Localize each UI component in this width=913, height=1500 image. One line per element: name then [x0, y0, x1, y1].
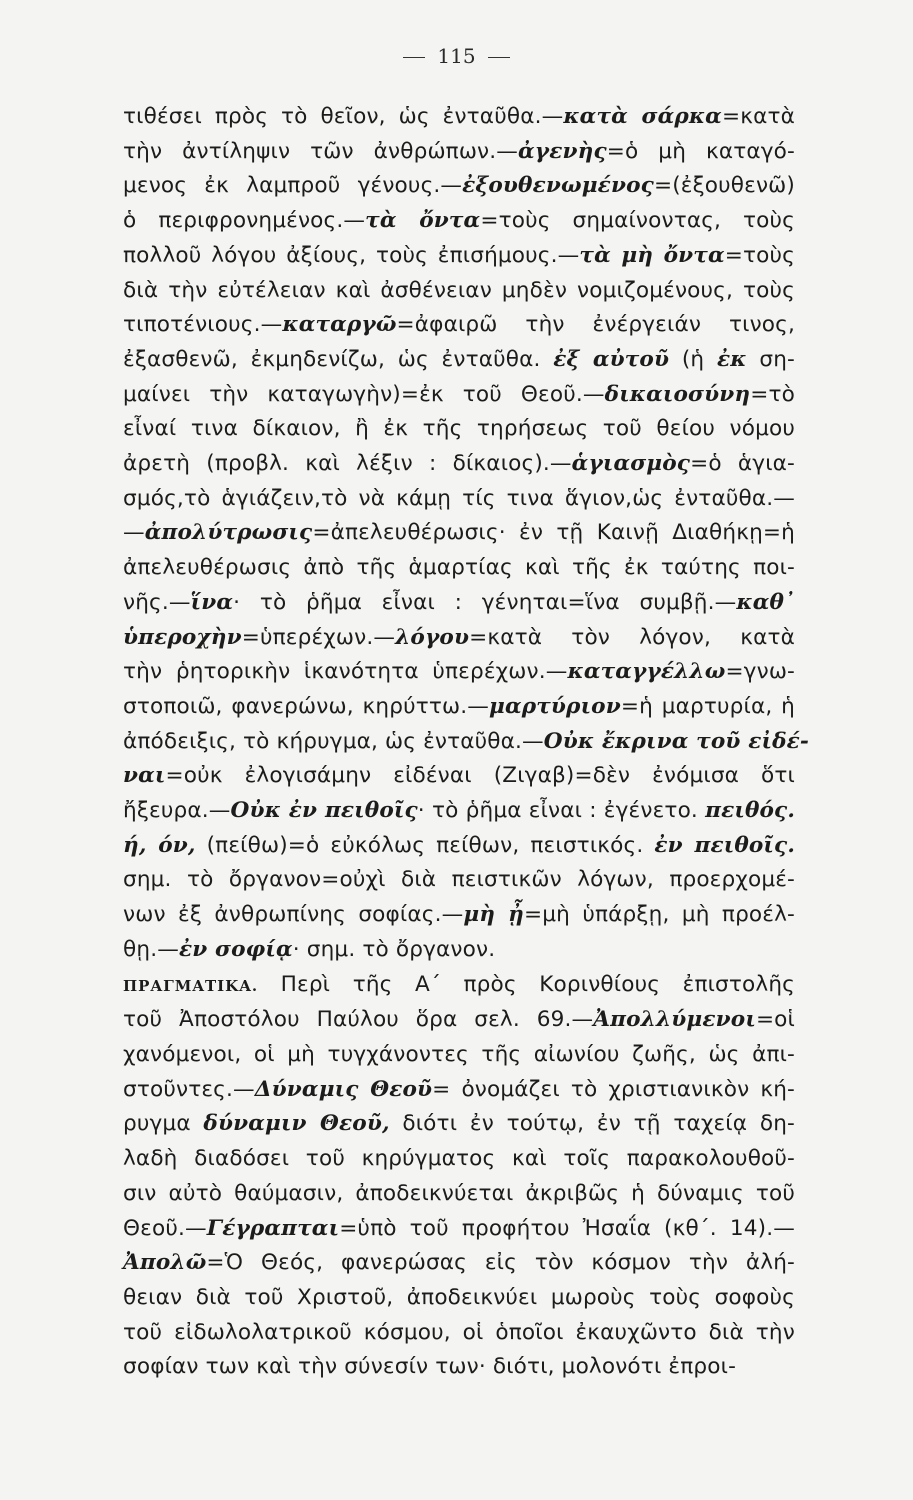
text-line — [123, 169, 795, 204]
text-segment: ἐξασθενῶ, ἐκμηδενίζω, ὡς ἐνταῦθα. — [123, 346, 554, 372]
text-segment: =ἡ μαρτυρία, ἡ — [620, 693, 795, 719]
headword: ἐξουθενωμένος — [462, 173, 654, 199]
headword: ἐκ — [717, 346, 747, 372]
text-line — [123, 204, 795, 239]
page-number-dash-left — [403, 57, 425, 58]
text-segment: τιποτένιους.— — [123, 312, 283, 338]
text-line — [123, 690, 795, 725]
text-segment: λαδὴ διαδόσει τοῦ κηρύγματος καὶ τοῖς παρακολουθοῦ- — [123, 1146, 795, 1172]
text-segment: μαίνει τὴν καταγωγὴν)=ἐκ τοῦ Θεοῦ.— — [123, 381, 605, 407]
headword: τὰ ὄντα — [365, 208, 481, 234]
text-line — [123, 968, 795, 1004]
text-line — [123, 1350, 795, 1385]
text-line — [123, 1107, 795, 1142]
text-line — [123, 378, 795, 413]
text-segment: τοῦ εἰδωλολατρικοῦ κόσμου, οἱ ὁποῖοι ἐκαυχῶντο διὰ τὴν — [123, 1319, 795, 1345]
headword: λόγου — [395, 624, 470, 650]
text-segment: ἀπόδειξις, τὸ κήρυγμα, ὡς ἐνταῦθα.— — [123, 728, 544, 754]
text-segment: =μὴ ὑπάρξῃ, μὴ προέλ- — [524, 902, 795, 928]
text-line — [123, 1246, 795, 1281]
headword: Οὐκ ἐν πειθοῖς — [230, 798, 418, 824]
text-segment: θειαν διὰ τοῦ Χριστοῦ, ἀποδεικνύει μωροὺς τοὺς σοφοὺς — [123, 1284, 795, 1310]
text-segment: τὴν ἀντίληψιν τῶν ἀνθρώπων.— — [123, 138, 519, 164]
headword: ναι — [123, 763, 166, 789]
headword: καθ᾽ — [736, 589, 795, 615]
headword: Οὐκ ἔκρινα τοῦ εἰδέ- — [543, 728, 810, 754]
text-segment: · σημ. τὸ ὄργανον. — [292, 936, 496, 962]
text-segment: =ὁ μὴ καταγό- — [606, 138, 795, 164]
text-segment: στοῦντες.— — [123, 1076, 255, 1102]
section-heading: ΠΡΑΓΜΑΤΙΚΑ. — [123, 976, 259, 995]
headword: Ἀπολλύμενοι — [593, 1007, 756, 1033]
text-line — [123, 1073, 795, 1108]
headword: καταγγέλλω — [567, 659, 726, 685]
headword: μαρτύριον — [489, 693, 621, 719]
text-segment: = ὀνομάζει τὸ χριστιανικὸν κή- — [432, 1076, 795, 1102]
headword: Ἀπολῶ — [123, 1250, 207, 1276]
text-segment: · τὸ ῥῆμα εἶναι : ἐγένετο. — [417, 798, 706, 824]
text-segment: =τοὺς — [724, 242, 795, 268]
text-segment: =ὑπὸ τοῦ προφήτου Ἠσαΐα (κθ΄. 14).— — [339, 1215, 795, 1241]
headword: Δύναμις Θεοῦ — [254, 1076, 433, 1102]
headword: ἀγενὴς — [518, 138, 607, 164]
text-line — [123, 447, 795, 482]
text-segment: =ἀπελευθέρωσις· ἐν τῇ Καινῇ Διαθήκῃ=ἡ — [312, 520, 795, 546]
headword: ἐν σοφίᾳ — [178, 936, 293, 962]
text-segment: ἀρετὴ (προβλ. καὶ λέξιν : δίκαιος).— — [123, 451, 572, 477]
text-segment: — — [123, 520, 145, 546]
text-line — [123, 863, 795, 898]
text-line — [123, 655, 795, 690]
text-segment: σμός,τὸ ἁγιάζειν,τὸ νὰ κάμῃ τίς τινα ἅγιον,ὡς ἐνταῦθα.— — [123, 485, 795, 511]
page-number: 115 — [437, 44, 476, 68]
text-segment: σοφίαν των καὶ τὴν σύνεσίν των· διότι, μολονότι ἐπροι- — [123, 1354, 737, 1380]
text-segment: =κατὰ τὸν λόγον, κατὰ — [469, 624, 795, 650]
text-segment: ση- — [746, 346, 795, 372]
text-line — [123, 135, 795, 170]
headword: ἐξ αὐτοῦ — [553, 346, 670, 372]
text-segment: =τοὺς σημαίνοντας, τοὺς — [480, 208, 795, 234]
text-line — [123, 1142, 795, 1177]
headword: μὴ ᾖ — [463, 902, 525, 928]
text-line — [123, 794, 795, 829]
text-segment: ρυγμα — [123, 1111, 204, 1137]
text-line — [123, 586, 795, 621]
text-line — [123, 551, 795, 586]
text-line — [123, 1003, 795, 1038]
headword: πειθός. — [705, 798, 796, 824]
text-segment: =οὐκ ἐλογισάμην εἰδέναι (Ζιγαβ)=δὲν ἐνόμισα ὅτι — [165, 763, 795, 789]
headword: δικαιοσύνη — [604, 381, 751, 407]
headword: ή, όν, — [123, 832, 196, 858]
text-line — [123, 482, 795, 517]
text-segment: εἶναί τινα δίκαιον, ἢ ἐκ τῆς τηρήσεως τοῦ θείου νόμου — [123, 416, 795, 442]
text-line — [123, 1212, 795, 1247]
text-segment: =Ὁ Θεός, φανερώσας εἰς τὸν κόσμον τὴν ἀλή- — [206, 1250, 795, 1276]
text-segment: μενος ἐκ λαμπροῦ γένους.— — [123, 173, 463, 199]
text-line — [123, 725, 810, 760]
text-line — [123, 898, 795, 933]
headword: ἀπολύτρωσις — [144, 520, 313, 546]
page-number-dash-right — [488, 57, 510, 58]
text-segment: διὰ τὴν εὐτέλειαν καὶ ἀσθένειαν μηδὲν νομιζομένους, τοὺς — [123, 277, 795, 303]
text-line — [123, 1038, 795, 1073]
text-segment: (ἡ — [669, 346, 717, 372]
commentary-text — [123, 100, 810, 1385]
text-segment: =τὸ — [750, 381, 795, 407]
headword: δύναμιν Θεοῦ, — [203, 1111, 390, 1137]
text-line — [123, 759, 795, 794]
headword: τὰ μὴ ὄντα — [579, 242, 725, 268]
text-segment: τιθέσει πρὸς τὸ θεῖον, ὡς ἐνταῦθα.— — [123, 104, 564, 129]
page-number-header — [0, 44, 913, 68]
headword: ἵνα — [190, 589, 234, 615]
text-segment: =ὑπερέχων.— — [241, 624, 396, 650]
text-segment: =(ἐξουθενῶ) — [653, 173, 795, 199]
text-segment: νῆς.— — [123, 589, 191, 615]
text-line — [123, 100, 795, 135]
headword: κατὰ σάρκα — [563, 104, 722, 129]
text-line — [123, 1281, 795, 1316]
text-segment: · τὸ ῥῆμα εἶναι : γένηται=ἵνα συμβῇ.— — [233, 589, 737, 615]
text-segment: τοῦ Ἀποστόλου Παύλου ὅρα σελ. 69.— — [123, 1007, 594, 1033]
headword: καταργῶ — [282, 312, 397, 338]
text-line — [123, 933, 795, 968]
headword: ἁγιασμὸς — [571, 451, 691, 477]
headword: Γέγραπται — [206, 1215, 340, 1241]
text-segment: =ὁ ἁγια- — [690, 451, 795, 477]
headword: ἐν πειθοῖς. — [654, 832, 795, 858]
text-segment: (πείθω)=ὁ εὐκόλως πείθων, πειστικός. — [195, 832, 655, 858]
text-line — [123, 308, 795, 343]
text-segment: =κατὰ — [721, 104, 795, 129]
text-line — [123, 274, 795, 309]
text-segment: =ἀφαιρῶ τὴν ἐνέργειάν τινος, — [396, 312, 795, 338]
text-segment: σημ. τὸ ὄργανον=οὐχὶ διὰ πειστικῶν λόγων, προερχομέ- — [123, 867, 795, 893]
text-segment: πολλοῦ λόγου ἀξίους, τοὺς ἐπισήμους.— — [123, 242, 580, 268]
text-segment: =οἱ — [755, 1007, 795, 1033]
text-segment: χανόμενοι, οἱ μὴ τυγχάνοντες τῆς αἰωνίου ζωῆς, ὡς ἀπι- — [123, 1041, 795, 1067]
text-segment: θῃ.— — [123, 936, 179, 962]
text-segment: =γνω- — [725, 659, 795, 685]
text-segment: ἀπελευθέρωσις ἀπὸ τῆς ἁμαρτίας καὶ τῆς ἐκ ταύτης ποι- — [123, 555, 795, 581]
text-segment: διότι ἐν τούτῳ, ἐν τῇ ταχείᾳ δη- — [389, 1111, 795, 1137]
text-line — [123, 516, 795, 551]
text-line — [123, 1177, 795, 1212]
text-line — [123, 621, 795, 656]
text-line — [123, 412, 795, 447]
text-segment: Θεοῦ.— — [123, 1215, 207, 1241]
text-segment: ἤξευρα.— — [123, 798, 231, 824]
text-segment: Περὶ τῆς Α΄ πρὸς Κορινθίους ἐπιστολῆς — [258, 971, 795, 997]
text-line — [123, 829, 795, 864]
text-line — [123, 1316, 795, 1351]
text-line — [123, 343, 795, 378]
headword: ὑπεροχὴν — [123, 624, 242, 650]
text-segment: σιν αὐτὸ θαύμασιν, ἀποδεικνύεται ἀκριβῶς ἡ δύναμις τοῦ — [123, 1180, 795, 1206]
text-segment: στοποιῶ, φανερώνω, κηρύττω.— — [123, 693, 490, 719]
text-segment: ὁ περιφρονημένος.— — [123, 208, 366, 234]
text-line — [123, 239, 795, 274]
text-segment: νων ἐξ ἀνθρωπίνης σοφίας.— — [123, 902, 464, 928]
text-segment: τὴν ῥητορικὴν ἱκανότητα ὑπερέχων.— — [123, 659, 568, 685]
